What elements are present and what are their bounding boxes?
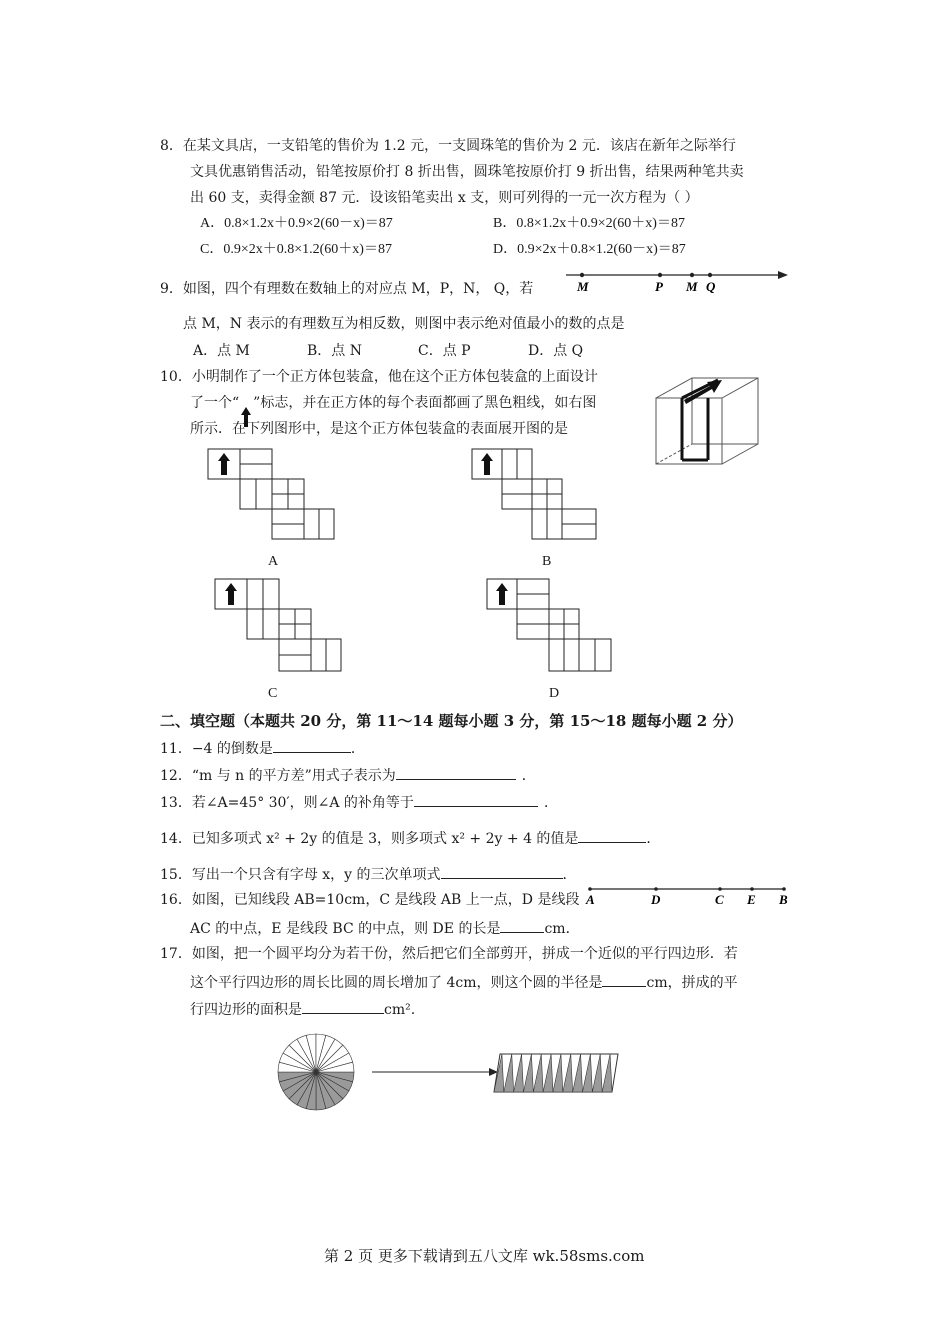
q17-line1: 17．如图，把一个圆平均分为若干份，然后把它们全部剪开，拼成一个近似的平行四边形．若	[160, 946, 738, 962]
q17-figure	[270, 1028, 630, 1114]
q8-option-c: C．0.9×2x＋0.8×1.2(60＋x)＝87	[200, 242, 392, 257]
q16-label-e: E	[747, 892, 756, 907]
q9-label-m2: M	[686, 279, 698, 294]
q9-point-m1	[580, 273, 584, 277]
q10-line1: 10．小明制作了一个正方体包装盒，他在这个正方体包装盒的上面设计	[160, 369, 598, 385]
net-c	[213, 577, 345, 675]
q14-answer-blank[interactable]	[578, 828, 646, 843]
q8-line1: 8．在某文具店，一支铅笔的售价为 1.2 元，一支圆珠笔的售价为 2 元．该店在新年之际举行	[160, 138, 736, 154]
net-a	[206, 447, 336, 543]
q10-line2	[190, 394, 596, 412]
q17-line2-end: cm，拼成的平	[646, 975, 738, 991]
q14	[160, 828, 660, 848]
q16-label-a: A	[586, 892, 595, 907]
q9-point-q	[708, 273, 712, 277]
q9-option-a: A．点 M	[193, 343, 250, 359]
q8-option-d: D．0.9×2x＋0.8×1.2(60－x)＝87	[493, 242, 686, 257]
q9-line2: 点 M，N 表示的有理数互为相反数，则图中表示绝对值最小的数的点是	[183, 316, 625, 332]
net-a-label: A	[268, 554, 279, 569]
q16-label-b: B	[779, 892, 788, 907]
q16-label-d: D	[651, 892, 661, 907]
q9-option-c: C．点 P	[418, 343, 471, 359]
q17-area-blank[interactable]	[302, 999, 384, 1014]
q17-line3-text: 行四边形的面积是	[190, 1002, 302, 1018]
q9-line1: 9．如图，四个有理数在数轴上的对应点 M，P，N， Q，若	[160, 281, 534, 297]
q10-line2-end: ”标志，并在正方体的每个表面都画了黑色粗线，如右图	[253, 395, 597, 411]
q16-line2	[190, 918, 580, 938]
q16-segment-figure	[584, 884, 794, 910]
q15-text: 15．写出一个只含有字母 x，y 的三次单项式	[160, 867, 441, 883]
q16-unit: cm．	[544, 921, 580, 937]
q17-radius-blank[interactable]	[602, 972, 646, 987]
q10-line3: 所示．在下列图形中，是这个正方体包装盒的表面展开图的是	[190, 421, 568, 437]
q8-option-a: A．0.8×1.2x＋0.9×2(60－x)＝87	[200, 216, 393, 231]
page-footer: 第 2 页 更多下载请到五八文库 wk.58sms.com	[324, 1247, 645, 1265]
q16-line2-text: AC 的中点，E 是线段 BC 的中点，则 DE 的长是	[190, 921, 501, 937]
cube-figure	[652, 374, 764, 468]
q16-answer-blank[interactable]	[500, 918, 544, 933]
q14-end: ．	[646, 831, 661, 847]
net-b	[470, 447, 600, 543]
net-b-label: B	[542, 554, 552, 569]
q15-end: ．	[562, 867, 577, 883]
q17-line2	[190, 972, 738, 992]
rearranged-parallelogram	[494, 1054, 618, 1092]
net-d	[485, 577, 615, 675]
q11-answer-blank[interactable]	[273, 738, 351, 753]
sectored-circle	[278, 1034, 354, 1110]
q13-text: 13．若∠A=45° 30′，则∠A 的补角等于	[160, 795, 414, 811]
q15-answer-blank[interactable]	[441, 864, 563, 879]
q17-line2-text: 这个平行四边形的周长比圆的周长增加了 4cm，则这个圆的半径是	[190, 975, 603, 991]
q8-line2: 文具优惠销售活动，铅笔按原价打 8 折出售，圆珠笔按原价打 9 折出售，结果两种笔共卖	[190, 164, 744, 180]
q12-text: 12．“m 与 n 的平方差”用式子表示为	[160, 768, 396, 784]
q11-text: 11．−4 的倒数是	[160, 741, 273, 757]
q12-answer-blank[interactable]	[396, 765, 516, 780]
net-d-label: D	[549, 686, 560, 701]
q9-point-m2	[690, 273, 694, 277]
q9-option-b: B．点 N	[307, 343, 362, 359]
q15	[160, 864, 577, 884]
q8-line3: 出 60 支，卖得金额 87 元．设该铅笔卖出 x 支，则可列得的一元一次方程为（ ）	[190, 190, 699, 206]
q16-line1: 16．如图，已知线段 AB=10cm，C 是线段 AB 上一点，D 是线段	[160, 892, 580, 908]
q9-label-p: P	[655, 279, 663, 294]
q9-label-m1: M	[577, 279, 589, 294]
q9-number-line	[560, 266, 792, 296]
q9-option-d: D．点 Q	[528, 343, 584, 359]
q13	[160, 792, 558, 812]
q17-unit: cm².	[384, 1002, 416, 1018]
q14-text: 14．已知多项式 x² + 2y 的值是 3，则多项式 x² + 2y + 4 的值是	[160, 831, 579, 847]
q11-end: ．	[350, 741, 365, 757]
q9-label-q: Q	[706, 279, 716, 294]
net-c-label: C	[268, 686, 278, 701]
q13-end: ．	[543, 795, 558, 811]
q9-point-p	[658, 273, 662, 277]
q13-answer-blank[interactable]	[414, 792, 538, 807]
q11	[160, 738, 365, 758]
section-2-heading: 二、填空题（本题共 20 分，第 11～14 题每小题 3 分，第 15～18 题每小题 2 分）	[160, 712, 743, 730]
cube-arrow-icon	[684, 380, 722, 404]
q17-line3	[190, 999, 415, 1019]
q8-option-b: B．0.8×1.2x＋0.9×2(60＋x)＝87	[493, 216, 685, 231]
q12	[160, 765, 536, 785]
q10-line2-start: 了一个“	[190, 395, 240, 411]
q16-label-c: C	[715, 892, 724, 907]
q12-end: ．	[521, 768, 536, 784]
